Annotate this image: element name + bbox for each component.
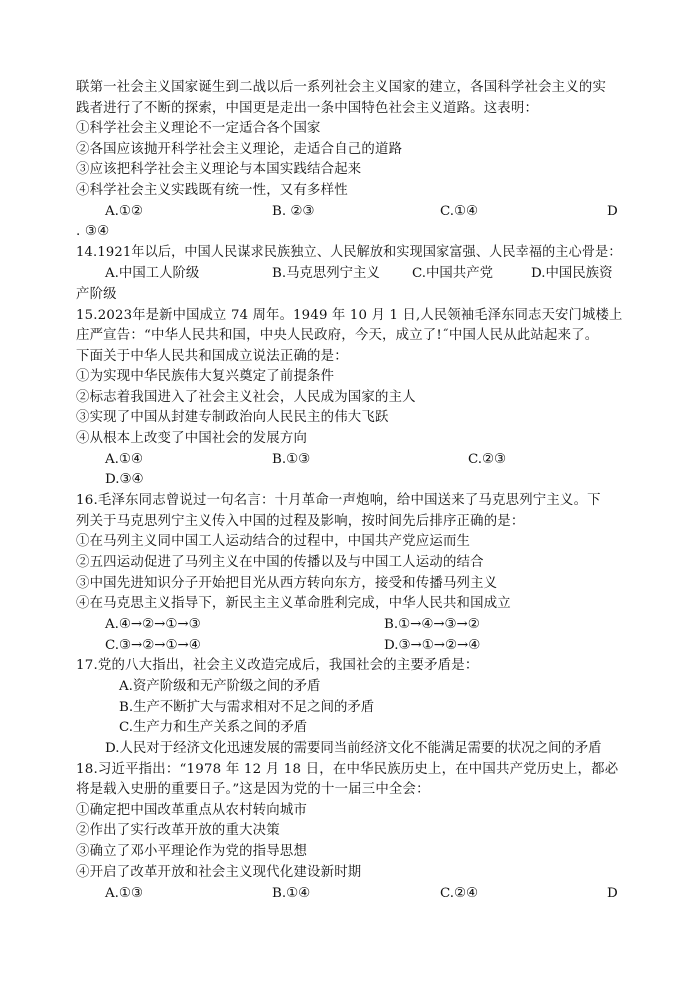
q13-option-d: D	[607, 204, 618, 219]
q15-item-3: ③实现了中国从封建专制政治向人民民主的伟大飞跃	[76, 410, 389, 425]
q18-option-d: D	[607, 886, 618, 901]
q17-stem: 17.党的八大指出，社会主义改造完成后，我国社会的主要矛盾是：	[76, 658, 479, 673]
q18-item-2: ②作出了实行改革开放的重大决策	[76, 823, 280, 838]
q14-option-d-continued: 产阶级	[76, 287, 117, 302]
q17-option-a: A.资产阶级和无产阶级之间的矛盾	[119, 679, 321, 694]
q16-item-3: ③中国先进知识分子开始把目光从西方转向东方，接受和传播马列主义	[76, 576, 498, 591]
q13-item-3: ③应该把科学社会主义理论与本国实践结合起来	[76, 162, 362, 177]
q13-item-2: ②各国应该抛开科学社会主义理论，走适合自己的道路	[76, 142, 403, 157]
q16-stem-line-2: 列关于马克思列宁主义传入中国的过程及影响，按时间先后排序正确的是：	[76, 514, 525, 529]
q14-stem: 14.1921年以后，中国人民谋求民族独立、人民解放和实现国家富强、人民幸福的主心骨是：	[76, 245, 622, 260]
q18-item-3: ③确立了邓小平理论作为党的指导思想	[76, 844, 308, 859]
q16-option-a: A.④→②→①→③	[105, 617, 201, 632]
q16-item-1: ①在马列主义同中国工人运动结合的过程中，中国共产党应运而生	[76, 534, 471, 549]
q15-stem-line-2: 庄严宣告：“中华人民共和国，中央人民政府，今天，成立了!˝中国人民从此站起来了。	[76, 328, 599, 343]
q14-option-d: D.中国民族资	[531, 266, 613, 281]
q16-option-d: D.③→①→②→④	[384, 638, 481, 653]
q18-stem-line-2: 将是载入史册的重要日子。”这是因为党的十一届三中全会：	[76, 782, 430, 797]
q15-stem-line-3: 下面关于中华人民共和国成立说法正确的是：	[76, 349, 348, 364]
q17-option-b: B.生产不断扩大与需求相对不足之间的矛盾	[119, 700, 375, 715]
q16-item-2: ②五四运动促进了马列主义在中国的传播以及与中国工人运动的结合	[76, 555, 484, 570]
q17-option-c: C.生产力和生产关系之间的矛盾	[119, 720, 308, 735]
q13-item-4: ④科学社会主义实践既有统一性，又有多样性	[76, 183, 348, 198]
q18-item-4: ④开启了改革开放和社会主义现代化建设新时期	[76, 865, 362, 880]
q13-stem-line-2: 践者进行了不断的探索，中国更是走出一条中国特色社会主义道路。这表明：	[76, 101, 539, 116]
q17-option-d: D.人民对于经济文化迅速发展的需要同当前经济文化不能满足需要的状况之间的矛盾	[105, 741, 602, 756]
q14-option-b: B.马克思列宁主义	[272, 266, 380, 281]
q15-item-1: ①为实现中华民族伟大复兴奠定了前提条件	[76, 369, 335, 384]
q18-option-a: A.①③	[105, 886, 143, 901]
q13-stem-line-1: 联第一社会主义国家诞生到二战以后一系列社会主义国家的建立，各国科学社会主义的实	[76, 80, 607, 95]
q16-option-b: B.①→④→③→②	[384, 617, 480, 632]
q18-option-b: B.①④	[272, 886, 311, 901]
q15-option-d: D.③④	[105, 472, 144, 487]
q15-option-c: C.②③	[468, 452, 507, 467]
q18-item-1: ①确定把中国改革重点从农村转向城市	[76, 803, 308, 818]
q16-stem-line-1: 16.毛泽东同志曾说过一句名言：十月革命一声炮响，给中国送来了马克思列宁主义。下	[76, 493, 601, 508]
q18-stem-line-1: 18.习近平指出：“1978 年 12 月 18 日，在中华民族历史上，在中国共产党历史上，都必	[76, 762, 619, 777]
q13-option-a: A.①②	[105, 204, 143, 219]
q14-option-c: C.中国共产党	[412, 266, 493, 281]
q13-option-b: B. ②③	[272, 204, 315, 219]
q16-option-c: C.③→②→①→④	[105, 638, 201, 653]
q15-stem-line-1: 15.2023年是新中国成立 74 周年。1949 年 10 月 1 日,人民领袖毛泽东同志天安门城楼上	[76, 308, 623, 323]
q15-option-a: A.①④	[105, 452, 143, 467]
q15-option-b: B.①③	[272, 452, 311, 467]
q13-option-c: C.①④	[440, 204, 479, 219]
q15-item-2: ②标志着我国进入了社会主义社会，人民成为国家的主人	[76, 390, 416, 405]
q14-option-a: A.中国工人阶级	[105, 266, 200, 281]
q15-item-4: ④从根本上改变了中国社会的发展方向	[76, 431, 308, 446]
q13-item-1: ①科学社会主义理论不一定适合各个国家	[76, 121, 321, 136]
q16-item-4: ④在马克思主义指导下，新民主主义革命胜利完成，中华人民共和国成立	[76, 596, 511, 611]
q18-option-c: C.②④	[440, 886, 479, 901]
q13-option-d-continued: . ③④	[76, 224, 110, 239]
